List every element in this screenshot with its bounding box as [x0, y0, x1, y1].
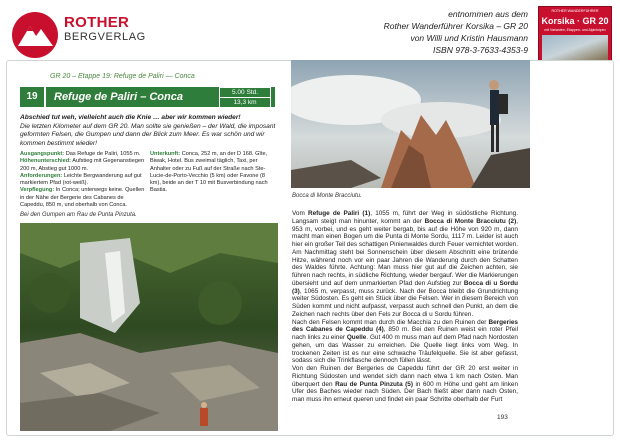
- info-value: Das Refuge de Paliri, 1055 m.: [64, 151, 141, 157]
- info-value: Conca, 252 m, an der D 168. Gîte, Biwak, Hotel. Bus zweimal täglich, Taxi, per Anhalter oder zu Fuß auf der Straße nach Ste-Lucie-de-Porto-Vecchio (5 km) oder Favone (8 km), beide an der T 10 mit Busverbindung nach Bastia.: [150, 151, 268, 194]
- info-label: Anforderungen:: [20, 172, 63, 179]
- cover-brand: ROTHER WANDERFÜHRER: [551, 9, 599, 13]
- info-value: In Conca; unterwegs keine. Quellen in der Nähe der Bergerie des Cabanes de Capeddu, 850 m, und oberhalb von Conca.: [20, 187, 145, 209]
- intro-text: [20, 114, 276, 148]
- waypoint-bold: Refuge de Paliri (1): [308, 210, 371, 217]
- distance-badge: 13,3 km: [219, 97, 271, 108]
- intro-lead: Abschied tut weh, vielleicht auch die Knie … aber wir kommen wieder!: [20, 114, 241, 121]
- waypoint-bold: Bocca di Monte Bracciutu (2): [424, 217, 517, 225]
- credit-line-3: von Willi und Kristin Hausmann: [410, 33, 528, 43]
- waypoint-bold: Quelle: [346, 334, 367, 341]
- route-title: Refuge de Paliri – Conca: [54, 91, 183, 103]
- body-run: in 600 m Höhe und geht am linken Ufer des Baches wieder nach Süden. Der Bach fließt aber dann nach Osten, man muss ihn erneut queren und findet ein paar Schritte oberhalb der Furt: [292, 380, 518, 403]
- info-label: Unterkunft:: [150, 151, 181, 157]
- photo-caption-pool: Bei den Gumpen am Rau de Punta Pinzuta.: [20, 212, 137, 218]
- cover-title: Korsika · GR 20: [541, 16, 609, 26]
- body-run: . Gut 400 m muss man auf dem Pfad nach Nordosten gehen, um das Wasser zu erreichen. Die Quelle liegt links vom Weg. In trockenen Zeiten ist es nur eine schwache Träufelquelle. Sie ist aber gefasst, sodass sich die Trinkflasche dennoch füllen lässt. Von den Ruinen der Bergeries de Capeddu führt der GR 20 erst weiter in Richtung Südosten und wendet sich dann nach etwa 1 km nach Osten. Man überquert den: [292, 334, 518, 388]
- info-value: Leichte Bergwanderung auf gut markiertem Pfad (rot-weiß).: [20, 172, 142, 187]
- stage-line: GR 20 – Etappe 19: Refuge de Paliri — Conca: [50, 73, 195, 80]
- body-run: , 1065 m, verpasst, muss zurück. Nach der Bocca bleibt die Grundrichtung weiter Südosten. Es geht ein Stück über die Felsen. Wer in diesem Bereich von Süden kommt und nicht aufpasst, verpasst auch schnell den Punkt, an dem die Zeichen nach rechts über den Fels zur Bocca di u Sordu führen. Nach den Felsen kommt man durch die Macchia zu den Ruinen der: [292, 287, 518, 326]
- credit-line-4: ISBN 978-3-7633-4353-9: [433, 45, 528, 55]
- info-label: Verpflegung:: [20, 187, 55, 194]
- info-column-left: [20, 151, 146, 209]
- credit-line-1: entnommen aus dem: [448, 9, 528, 19]
- cover-subtitle: mit Varianten, Etappen- und Alpinloipen: [544, 28, 606, 32]
- info-label: Ausgangspunkt:: [20, 151, 65, 157]
- photo-caption-hiker: Bocca di Monte Bracciutu.: [292, 193, 362, 199]
- credit-block: [298, 8, 528, 56]
- info-item: [150, 151, 276, 195]
- publisher-name: ROTHER: [64, 14, 130, 31]
- body-run: , 953 m, vorbei, und es geht weiter bergab, bis auf die Höhe von 920 m, dann macht man einen Bogen um die Punta di Monte Sordu, 1117 m. Leider ist auch hier ein großer Teil des schattigen Pinienwaldes durch Feuer vernichtet worden. Am Nachmittag steht bei Sonnenschein über diesem Abschnitt eine brütende Hitze, während noch vor ein paar Jahren die Wanderung durch den Schatten des Waldes führte. Achtung: Man muss hier gut auf die Zeichen achten, sie führen nach rechts, in südliche Richtung, wieder bergauf. Wer die Markierungen übersieht und auf dem unmarkierten Pfad den Aufstieg zur: [292, 217, 518, 287]
- duration-badge: 5.00 Std.: [219, 87, 271, 98]
- route-description: [292, 210, 518, 404]
- intro-body: Die letzten Kilometer auf dem GR 20. Man sollte sie genießen – der Wald, die imposant geformten Felsen, die Gumpen und dann der Blick zum Meer. Es war schön und wir kommen bestimmt wieder!: [20, 122, 276, 147]
- route-number: 19: [20, 87, 46, 107]
- waypoint-bold: Bergeries des Cabanes de Capeddu (4): [292, 318, 518, 334]
- pool-photo: [20, 223, 278, 431]
- info-item: [20, 173, 146, 188]
- info-item: [20, 158, 146, 173]
- rother-logo-icon: [8, 10, 62, 60]
- publisher-sub: BERGVERLAG: [64, 31, 146, 43]
- hiker-photo: [291, 60, 530, 188]
- waypoint-bold: Rau de Punta Pinzuta (5): [335, 380, 413, 388]
- body-run: , 850 m. Bei den Ruinen weist ein roter Pfeil nach links zu einer: [292, 326, 518, 341]
- info-value: Aufstieg mit Gegenanstiegen 200 m, Abstieg gut 1000 m.: [20, 158, 145, 172]
- credit-line-2: Rother Wanderführer Korsika – GR 20: [383, 21, 528, 31]
- body-run: , 1055 m, führt der Weg in südöstliche Richtung. Langsam steigt man hinunter, kommt an der: [292, 210, 518, 225]
- info-label: Höhenunterschied:: [20, 158, 71, 165]
- info-item: [20, 187, 146, 209]
- info-item: [20, 151, 146, 158]
- info-column-right: [150, 151, 276, 195]
- page-number: 193: [497, 414, 508, 421]
- body-run: Vom: [292, 210, 308, 217]
- waypoint-bold: Bocca di u Sordu (3): [292, 279, 518, 295]
